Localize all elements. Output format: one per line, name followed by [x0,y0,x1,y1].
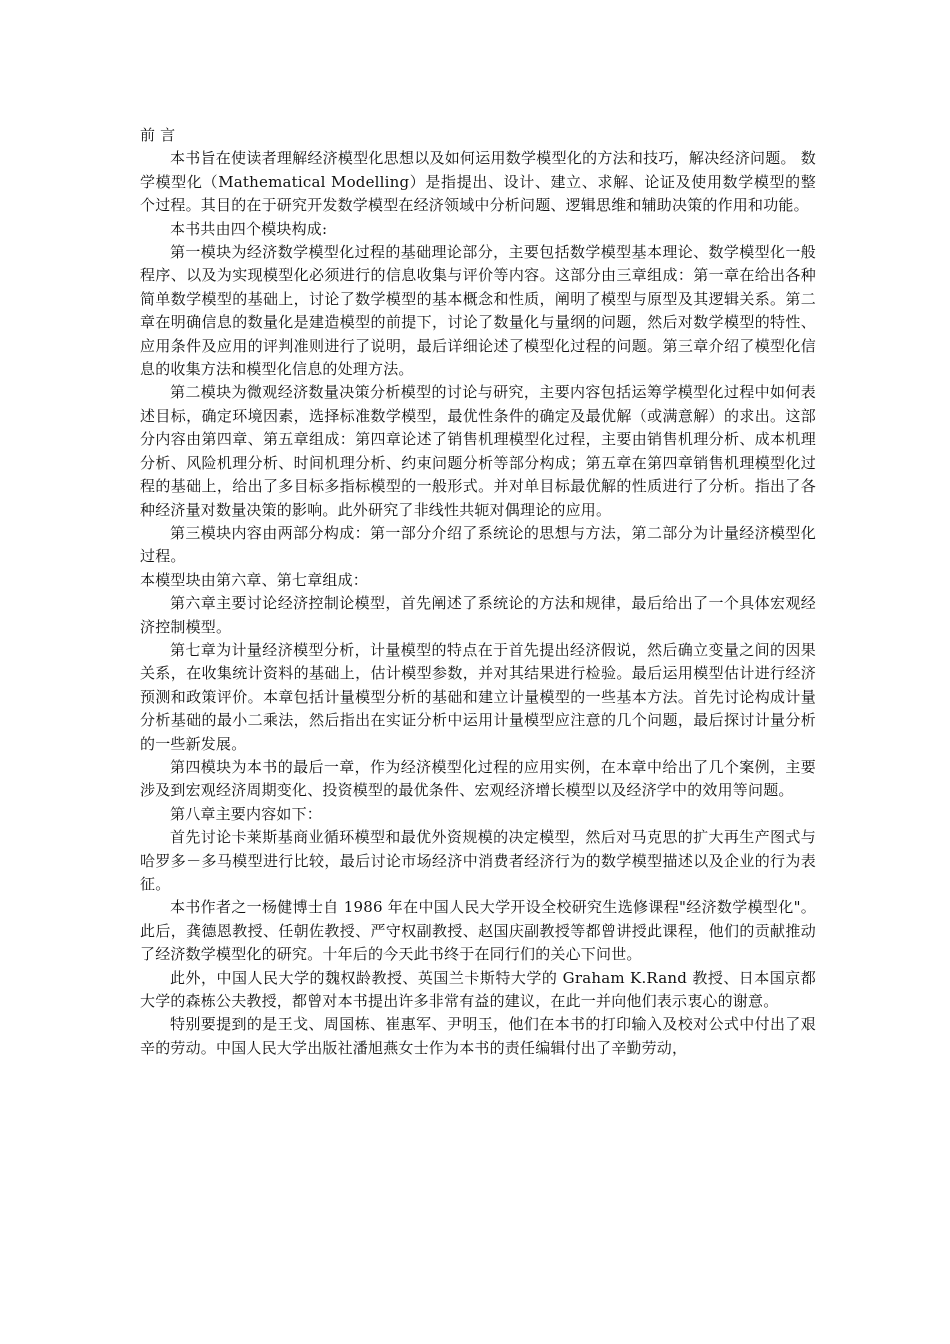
paragraph: 此外，中国人民大学的魏权龄教授、英国兰卡斯特大学的 Graham K.Rand 教授、日本国京都大学的森栋公夫教授，都曾对本书提出许多非常有益的建议，在此一并向他们表示衷心的谢意。 [140,968,816,1011]
paragraph: 第一模块为经济数学模型化过程的基础理论部分，主要包括数学模型基本理论、数学模型化一般程序、以及为实现模型化必须进行的信息收集与评价等内容。这部分由三章组成：第一章在给出各种简单数学模型的基础上，讨论了数学模型的基本概念和性质，阐明了模型与原型及其逻辑关系。第二章在明确信息的数量化是建造模型的前提下，讨论了数量化与量纲的问题，然后对数学模型的特性、应用条件及应用的评判准则进行了说明，最后详细论述了模型化过程的问题。第三章介绍了模型化信息的收集方法和模型化信息的处理方法。 [140,243,816,379]
page-title: 前 言 [140,126,176,144]
paragraph: 第二模块为微观经济数量决策分析模型的讨论与研究，主要内容包括运筹学模型化过程中如何表述目标，确定环境因素，选择标准数学模型，最优性条件的确定及最优解（或满意解）的求出。这部分内容由第四章、第五章组成：第四章论述了销售机理模型化过程，主要由销售机理分析、成本机理分析、风险机理分析、时间机理分析、约束问题分析等部分构成；第五章在第四章销售机理模型化过程的基础上，给出了多目标多指标模型的一般形式。并对单目标最优解的性质进行了分析。指出了各种经济量对数量决策的影响。此外研究了非线性共轭对偶理论的应用。 [140,383,816,519]
paragraph: 第三模块内容由两部分构成：第一部分介绍了系统论的思想与方法，第二部分为计量经济模型化过程。 [140,523,816,566]
document-page [140,124,816,1060]
paragraph: 第六章主要讨论经济控制论模型，首先阐述了系统论的方法和规律，最后给出了一个具体宏观经济控制模型。 [140,594,816,636]
paragraph: 本书共由四个模块构成: [170,219,328,238]
paragraph: 第七章为计量经济模型分析，计量模型的特点在于首先提出经济假说，然后确立变量之间的因果关系，在收集统计资料的基础上，估计模型参数，并对其结果进行检验。最后运用模型估计进行经济预测和政策评价。本章包括计量模型分析的基础和建立计量模型的一些基本方法。首先讨论构成计量分析基础的最小二乘法，然后指出在实证分析中运用计量模型应注意的几个问题，最后探讨计量分析的一些新发展。 [140,640,816,753]
paragraph: 第四模块为本书的最后一章，作为经济模型化过程的应用实例，在本章中给出了几个案例，主要涉及到宏观经济周期变化、投资模型的最优条件、宏观经济增长模型以及经济学中的效用等问题。 [140,757,816,800]
paragraph: 首先讨论卡莱斯基商业循环模型和最优外资规模的决定模型，然后对马克思的扩大再生产图式与哈罗多－多马模型进行比较，最后讨论市场经济中消费者经济行为的数学模型描述以及企业的行为表征。 [140,828,816,893]
document-body [140,147,816,1060]
paragraph: 本书旨在使读者理解经济模型化思想以及如何运用数学模型化的方法和技巧，解决经济问题。 数学模型化（Mathematical Modelling）是指提出、设计、建立、求解、论证及使用数学模型的整个过程。其目的在于研究开发数学模型在经济领域中分析问题、逻辑思维和辅助决策的作用和功能。 [140,149,816,215]
paragraph: 本书作者之一杨健博士自 1986 年在中国人民大学开设全校研究生选修课程"经济数学模型化"。此后，龚德恩教授、任朝佐教授、严守权副教授、赵国庆副教授等都曾讲授此课程，他们的贡献推动了经济数学模型化的研究。十年后的今天此书终于在同行们的关心下问世。 [140,898,816,964]
paragraph: 特别要提到的是王戈、周国栋、崔惠军、尹明玉，他们在本书的打印输入及校对公式中付出了艰辛的劳动。中国人民大学出版社潘旭燕女士作为本书的责任编辑付出了辛勤劳动， [140,1015,816,1057]
paragraph: 本模型块由第六章、第七章组成： [140,570,369,589]
paragraph: 第八章主要内容如下： [170,804,323,823]
